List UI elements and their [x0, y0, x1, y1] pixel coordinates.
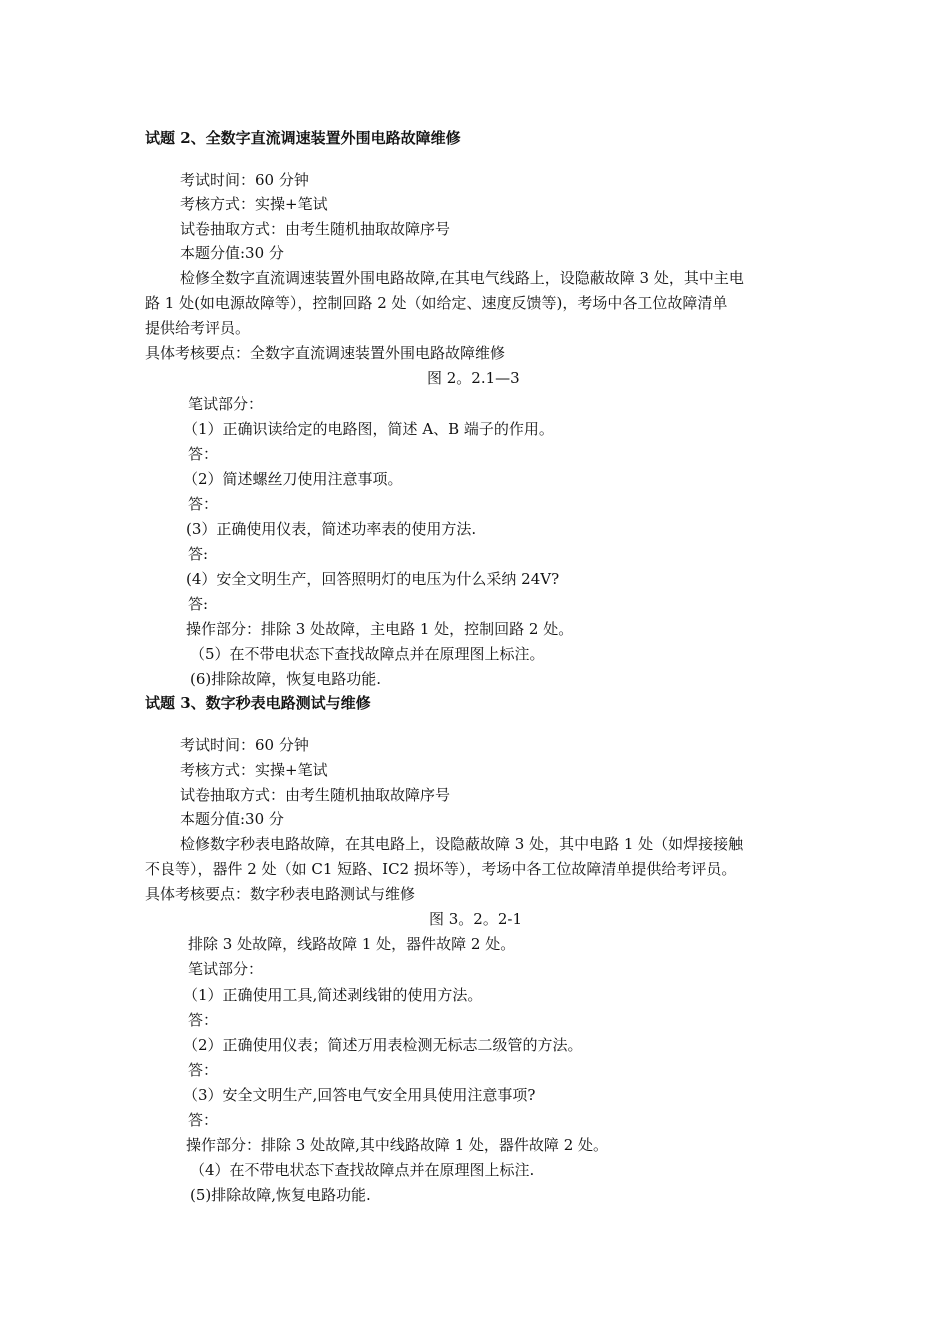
q2-draw-method: 试卷抽取方式：由考生随机抽取故障序号: [180, 220, 451, 238]
q2-score: 本题分值:30 分: [180, 244, 284, 262]
q2-item-4: (4）安全文明生产，回答照明灯的电压为什么采纳 24V?: [186, 570, 560, 588]
q3-item-3: （3）安全文明生产,回答电气安全用具使用注意事项?: [183, 1086, 536, 1104]
q3-score: 本题分值:30 分: [180, 810, 284, 828]
q3-remove-faults: 排除 3 处故障，线路故障 1 处，器件故障 2 处。: [188, 935, 516, 953]
q3-item-1: （1）正确使用工具,简述剥线钳的使用方法。: [183, 986, 483, 1004]
q2-item-3: (3）正确使用仪表，简述功率表的使用方法.: [186, 520, 477, 538]
q3-written-heading: 笔试部分：: [188, 960, 264, 978]
q3-operation-heading: 操作部分：排除 3 处故障,其中线路故障 1 处，器件故障 2 处。: [186, 1136, 609, 1154]
q3-item-4: （4）在不带电状态下查找故障点并在原理图上标注.: [190, 1161, 535, 1179]
q2-method: 考核方式：实操+笔试: [180, 195, 328, 213]
q2-answer-1: 答：: [188, 445, 219, 463]
q2-written-heading: 笔试部分：: [188, 395, 264, 413]
q2-figure-caption: 图 2。2.1—3: [427, 369, 520, 387]
q2-answer-3: 答:: [188, 545, 209, 563]
q3-item-5: (5)排除故障,恢复电路功能.: [190, 1186, 371, 1204]
q2-item-5: （5）在不带电状态下查找故障点并在原理图上标注。: [190, 645, 545, 663]
q2-description-line1: 检修全数字直流调速装置外围电路故障,在其电气线路上，设隐蔽故障 3 处，其中主电: [180, 269, 744, 287]
q3-method: 考核方式：实操+笔试: [180, 761, 328, 779]
q3-answer-1: 答：: [188, 1011, 219, 1029]
q3-figure-caption: 图 3。2。2-1: [429, 910, 523, 928]
q2-item-1: （1）正确识读给定的电路图，简述 A、B 端子的作用。: [183, 420, 554, 438]
q3-time: 考试时间：60 分钟: [180, 736, 309, 754]
q2-item-6: (6)排除故障，恢复电路功能.: [190, 670, 382, 688]
q3-description-line1: 检修数字秒表电路故障，在其电路上，设隐蔽故障 3 处，其中电路 1 处（如焊接接触: [180, 835, 744, 853]
q3-description-line2: 不良等），器件 2 处（如 C1 短路、IC2 损坏等），考场中各工位故障清单提供给考评员。: [145, 860, 737, 878]
q2-title: 试题 2、全数字直流调速装置外围电路故障维修: [145, 129, 461, 147]
q3-item-2: （2）正确使用仪表；简述万用表检测无标志二级管的方法。: [183, 1036, 583, 1054]
q2-description-line2: 路 1 处(如电源故障等），控制回路 2 处（如给定、速度反馈等)，考场中各工位故障清单: [145, 294, 728, 312]
q3-key-points: 具体考核要点：数字秒表电路测试与维修: [145, 885, 416, 903]
q2-operation-heading: 操作部分：排除 3 处故障，主电路 1 处，控制回路 2 处。: [186, 620, 574, 638]
q2-description-line3: 提供给考评员。: [145, 319, 251, 337]
q2-answer-4: 答:: [188, 595, 209, 613]
q3-answer-3: 答：: [188, 1111, 219, 1129]
q2-key-points: 具体考核要点：全数字直流调速装置外围电路故障维修: [145, 344, 506, 362]
q3-draw-method: 试卷抽取方式：由考生随机抽取故障序号: [180, 786, 451, 804]
q3-title: 试题 3、数字秒表电路测试与维修: [145, 694, 371, 712]
q2-time: 考试时间：60 分钟: [180, 171, 309, 189]
q2-item-2: （2）简述螺丝刀使用注意事项。: [183, 470, 403, 488]
q3-answer-2: 答：: [188, 1061, 219, 1079]
q2-answer-2: 答：: [188, 495, 219, 513]
